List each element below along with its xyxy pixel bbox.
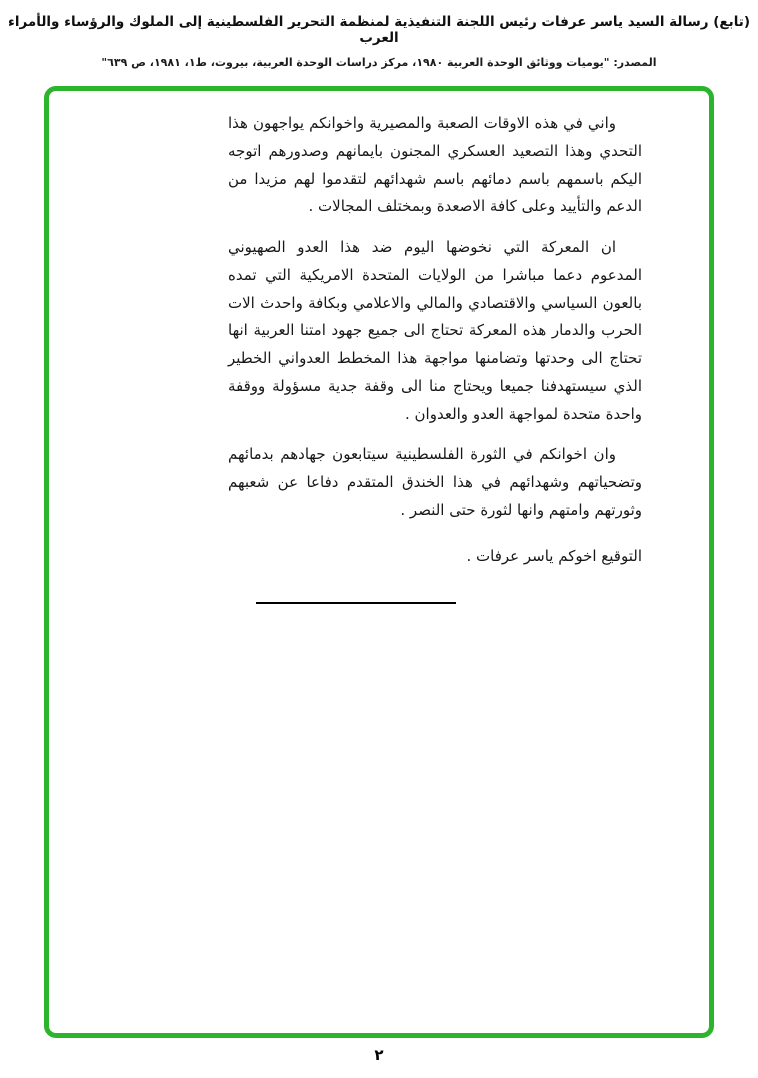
letter-paragraph-1: واني في هذه الاوقات الصعبة والمصيرية واخوانكم يواجهون هذا التحدي وهذا التصعيد العسكري المجنون بايمانهم وصدورهم اتوجه اليكم باسمهم باسم دمائهم باسم شهدائهم لتقدموا لهم مزيدا من الدعم والتأييد وعلى كافة الاصعدة وبمختلف المجالات . <box>228 114 642 216</box>
letter-paragraph-3: وان اخوانكم في الثورة الفلسطينية سيتابعون جهادهم بدمائهم وتضحياتهم وشهدائهم في هذا الخندق المتقدم دفاعا عن شعبهم وثورتهم وامتهم وانها لثورة حتى النصر . <box>228 445 642 519</box>
letter-body <box>228 110 642 604</box>
page-number: ٢ <box>374 1046 384 1064</box>
header-title: (تابع) رسالة السيد ياسر عرفات رئيس اللجنة التنفيذية لمنظمة التحرير الفلسطينية إلى الملوك والرؤساء والأمراء العرب <box>7 14 751 46</box>
document-header <box>0 14 758 69</box>
header-source: المصدر: "يوميات ووثائق الوحدة العربية ١٩٨٠، مركز دراسات الوحدة العربية، بيروت، ط١، ١٩٨١، ص ٦٣٩" <box>101 56 657 69</box>
letter-paragraph-2: ان المعركة التي نخوضها اليوم ضد هذا العدو الصهيوني المدعوم دعما مباشرا من الولايات المتحدة الامريكية التي تمده بالعون السياسي والاقتصادي والمالي والاعلامي وبكافة واحدث الات الحرب والدمار هذه المعركة تحتاج الى جميع جهود امتنا العربية انها تحتاج الى وحدتها وتضامنها مواجهة هذا المخطط العدواني الخطير الذي سيستهدفنا جميعا ويحتاج منا الى وقفة جدية مسؤولة ووقفة واحدة متحدة لمواجهة العدو والعدوان . <box>228 238 642 423</box>
signature-rule <box>256 602 456 604</box>
signature-line: التوقيع اخوكم ياسر عرفات . <box>466 546 642 565</box>
